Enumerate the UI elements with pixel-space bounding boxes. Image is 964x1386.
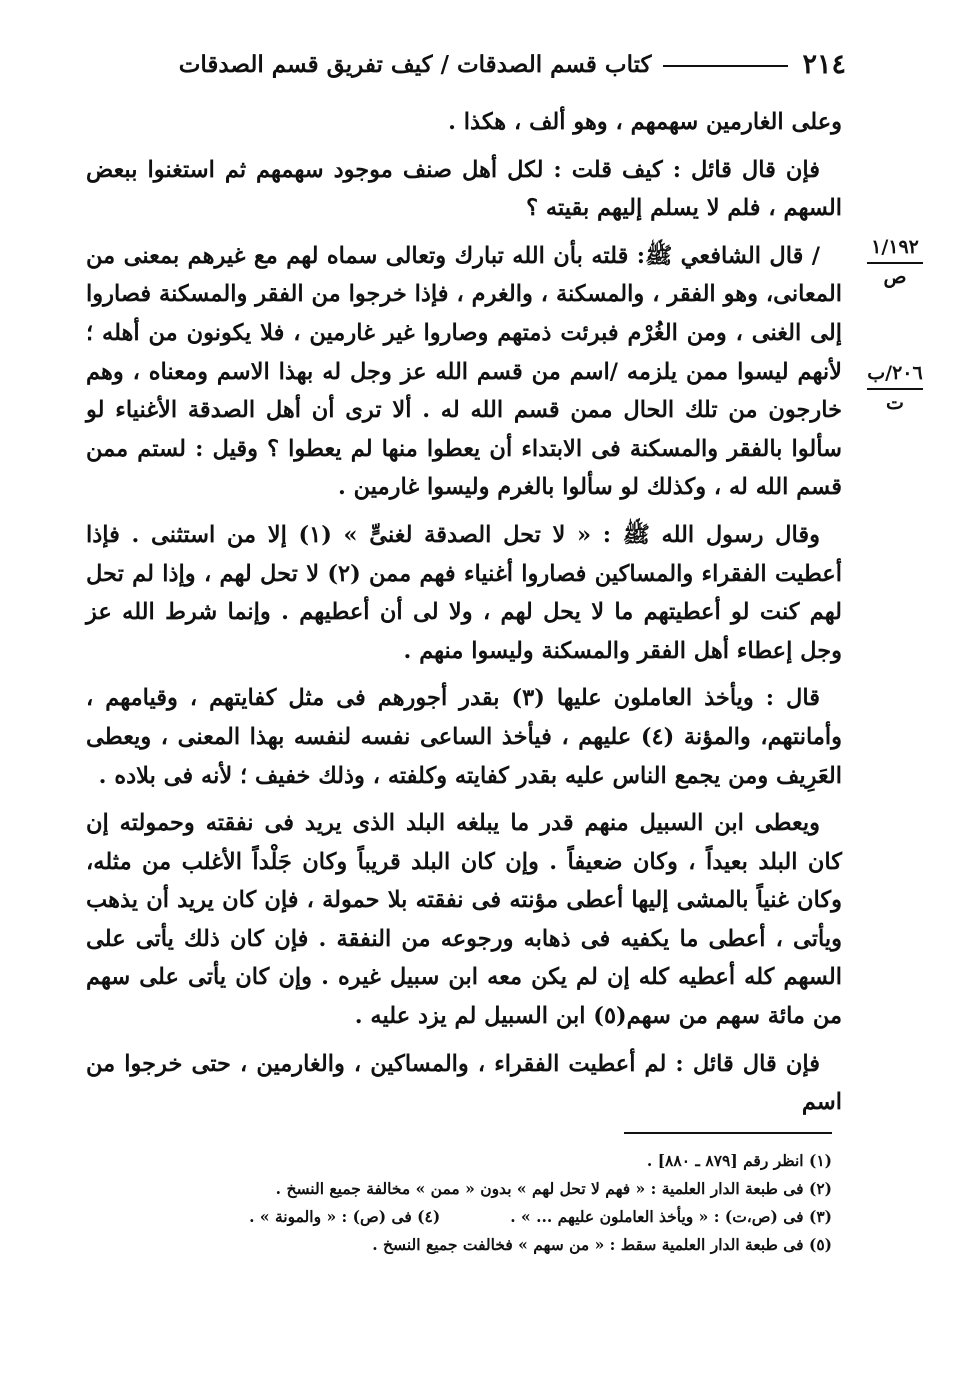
paragraph-3: / قال الشافعي ﷺ: قلته بأن الله تبارك وتعالى سماه لهم مع غيرهم بمعنى من المعانى، وهو الفقر ، والمسكنة ، والغرم ، فإذا خرجوا من الفقر والمسكنة فصاروا إلى الغنى ، ومن الغُرْم فبرئت ذمتهم وصاروا غير غارمين ، فلا يكونون من أهله ؛ لأنهم ليسوا ممن يلزمه /اسم من قسم الله عز وجل له بهذا الاسم ومعناه ، وهم خارجون من تلك الحال ممن قسم الله له . ألا ترى أن أهل الصدقة الأغنياء لو سألوا بالفقر والمسكنة فى الابتداء أن يعطوا منها لم يعطوا ؟ وقيل : لستم ممن قسم الله له ، وكذلك لو سألوا بالغرم وليسوا غارمين . bbox=[86, 242, 842, 501]
margin-note-1 bbox=[862, 234, 928, 290]
margin-note-2-top: ٢٠٦/ب bbox=[867, 362, 923, 384]
header-rule bbox=[663, 65, 788, 67]
margin-note-1-bottom: ص bbox=[883, 266, 907, 288]
margin-note-2-bottom: ت bbox=[886, 392, 904, 414]
paragraph-5: قال : ويأخذ العاملون عليها (٣) بقدر أجورهم فى مثل كفايتهم ، وقيامهم ، وأمانتهم، والمؤنة (٤) عليهم ، فيأخذ الساعى نفسه لنفسه بهذا المعنى ، ويعطى العَرِيف ومن يجمع الناس عليه بقدر كفايته وكلفته ، وذلك خفيف ؛ لأنه فى بلاده . bbox=[86, 685, 842, 789]
paragraph-6: ويعطى ابن السبيل منهم قدر ما يبلغه البلد الذى يريد فى نفقته وحمولته إن كان البلد بعيداً ، وكان ضعيفاً . وإن كان البلد قريباً وكان جَلْداً الأغلب من مثله، وكان غنياً بالمشى إليها أعطى مؤنته فى نفقته بلا حمولة ، فإن كان يريد أن يذهب ويأتى ، أعطى ما يكفيه فى ذهابه ورجوعه من النفقة . فإن كان ذلك يأتى على السهم كله أعطيه كله إن لم يكن معه ابن سبيل غيره . وإن كان يأتى على سهم من مائة سهم من سهم(٥) ابن السبيل لم يزد عليه . bbox=[86, 810, 842, 1030]
paragraph-7: فإن قال قائل : لم أعطيت الفقراء ، والمساكين ، والغارمين ، حتى خرجوا من اسم bbox=[86, 1050, 842, 1116]
paragraph-1: وعلى الغارمين سهمهم ، وهو ألف ، هكذا . bbox=[448, 109, 842, 135]
footnote-5: (٥) فى طبعة الدار العلمية سقط : « من سهم » فخالفت جميع النسخ . bbox=[372, 1235, 832, 1254]
footnote-1: (١) انظر رقم [٨٧٩ ـ ٨٨٠] . bbox=[646, 1151, 832, 1170]
margin-note-1-top: ١/١٩٢ bbox=[871, 236, 919, 258]
footnote-4: (٤) فى (ص) : « والمونة » . bbox=[249, 1207, 441, 1226]
running-title: كتاب قسم الصدقات / كيف تفريق قسم الصدقات bbox=[178, 50, 652, 78]
main-text bbox=[86, 103, 842, 1131]
page-number: ٢١٤ bbox=[802, 48, 846, 80]
page-header bbox=[96, 44, 846, 84]
paragraph-4: وقال رسول الله ﷺ : « لا تحل الصدقة لغنىٍّ » (١) إلا من استثنى . فإذا أعطيت الفقراء والمساكين فصاروا أغنياء فهم ممن (٢) لا تحل لهم ، وإذا لم تحل لهم كنت لو أعطيتهم ما لا يحل لهم ، ولا لى أن أعطيهم . وإنما شرط الله عز وجل إعطاء أهل الفقر والمسكنة وليسوا منهم . bbox=[86, 521, 842, 664]
footnote-row-3-4 bbox=[110, 1203, 832, 1231]
footnote-2: (٢) فى طبعة الدار العلمية : « فهم لا تحل لهم » بدون « ممن » مخالفة جميع النسخ . bbox=[275, 1179, 832, 1198]
footnote-rule bbox=[624, 1132, 832, 1134]
paragraph-2: فإن قال قائل : كيف قلت : لكل أهل صنف موجود سهمهم ثم استغنوا ببعض السهم ، فلم لا يسلم إليهم بقيته ؟ bbox=[86, 156, 842, 222]
footnotes bbox=[110, 1147, 832, 1259]
margin-note-2-rule bbox=[867, 388, 923, 390]
margin-note-2 bbox=[862, 360, 928, 416]
margin-note-1-rule bbox=[867, 262, 923, 264]
footnote-3: (٣) فى (ص،ت) : « ويأخذ العاملون عليهم ... » . bbox=[510, 1207, 832, 1226]
